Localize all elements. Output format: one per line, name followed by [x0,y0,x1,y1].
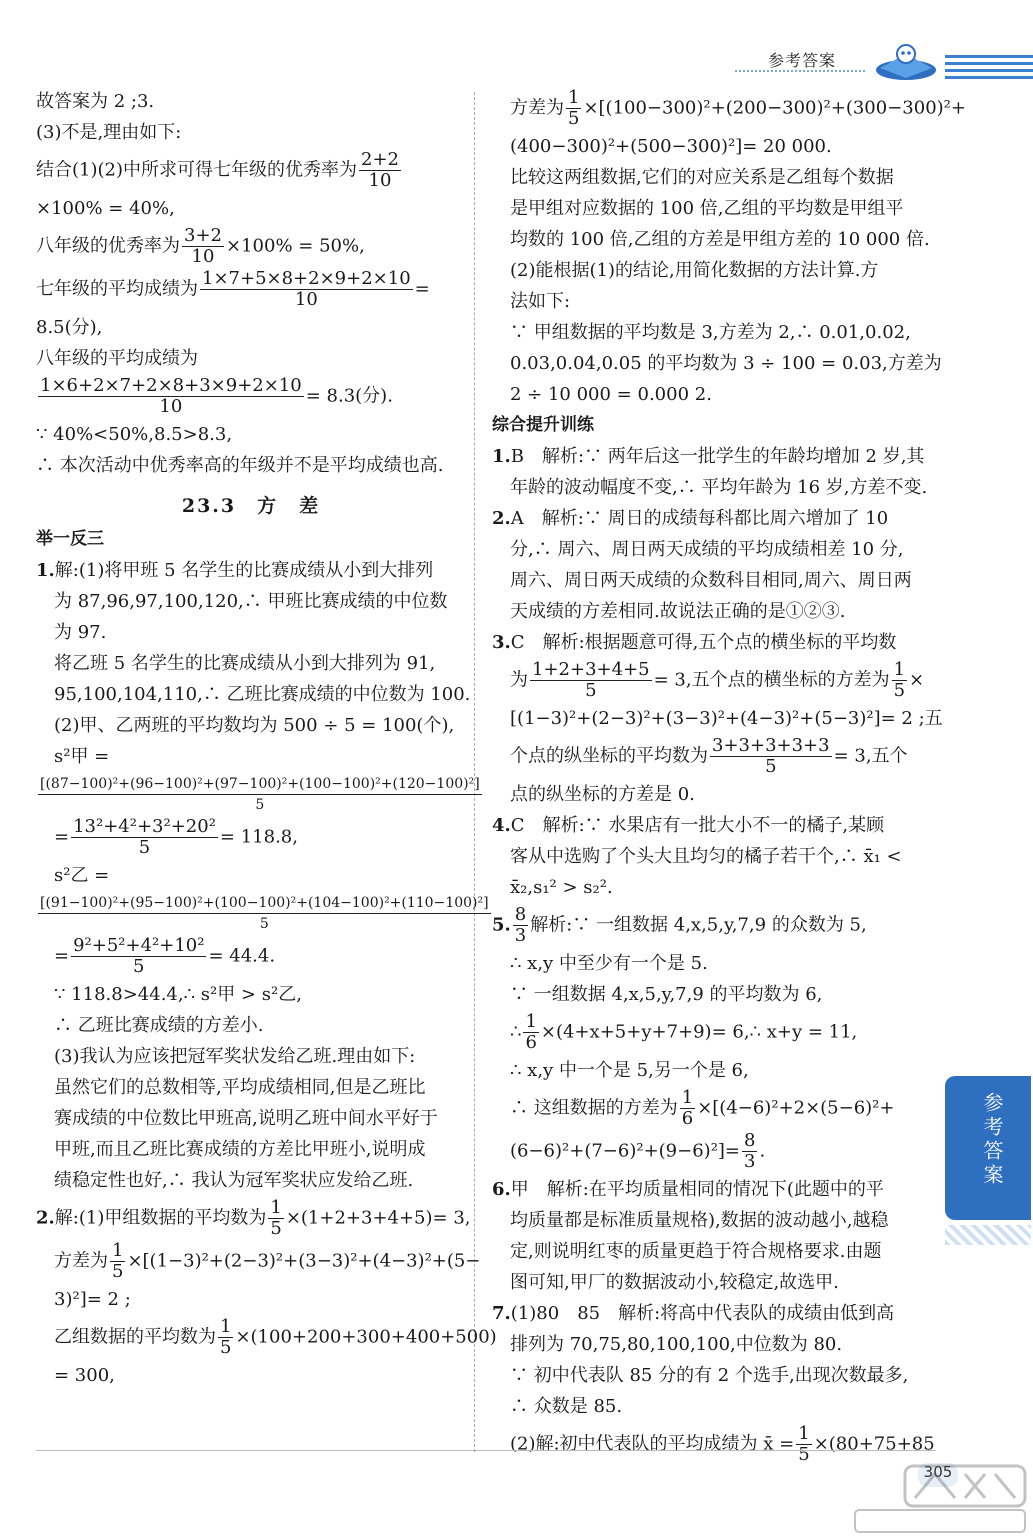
text-span: = [54,945,70,967]
numerator: 2+2 [361,149,399,170]
text-line [36,1197,471,1239]
text-line: 图可知,甲厂的数据波动小,较稳定,故选甲. [510,1272,839,1293]
denominator: 5 [138,837,151,858]
text-span: = 118.8, [219,826,298,848]
fraction [513,905,528,946]
question-number: 4. [492,815,511,836]
header-dotted-rule [735,70,865,72]
numerator: 1 [568,87,580,108]
text-line: (2)甲、乙两班的平均数均为 500 ÷ 5 = 100(个), [54,715,455,736]
text-line: 为 87,96,97,100,120,∴ 甲班比赛成绩的中位数 [54,591,448,612]
text-line [36,774,480,815]
header-title: 参考答案 [768,51,837,70]
text-line [36,1316,497,1358]
text-line: x̄₂,s₁² > s₂². [510,877,613,898]
denominator: 5 [255,797,265,813]
text-line: ∴ x,y 中一个是 5,另一个是 6, [510,1060,749,1081]
text-line [36,150,466,191]
text-line: 均数的 100 倍,乙组的方差是甲组方差的 10 000 倍. [510,229,930,250]
text-span: ×(100+200+300+400+500) [235,1326,497,1348]
text-span: ∴ 这组数据的方差为 [510,1097,678,1119]
denominator: 5 [568,108,580,129]
text-line [492,1174,932,1205]
numerator: 1 [681,1087,694,1108]
text-line: 95,100,104,110,∴ 乙班比赛成绩的中位数为 100. [54,684,471,705]
text-line: 将乙班 5 名学生的比赛成绩从小到大排列为 91, [54,653,436,674]
text-span: 方差为 [510,97,564,119]
fraction [359,150,401,191]
side-tab [945,1076,1031,1220]
text-span: C 解析:∵ 水果店有一批大小不一的橘子,某顾 [510,815,885,836]
text-line [36,1240,481,1282]
text-span: ×100% = 50%, [226,235,365,257]
fraction [710,736,832,777]
text-span: = 3,五个 [833,745,908,767]
denominator: 5 [220,1337,232,1358]
text-line [492,810,932,841]
text-line: (2)能根据(1)的结论,用简化数据的方法计算.方 [510,260,879,281]
text-line: 天成绩的方差相同.故说法正确的是①②③. [510,601,846,622]
fraction [38,893,491,934]
text-line: (3)我认为应该把冠军奖状发给乙班.理由如下: [54,1046,416,1067]
text-line: ∵ 一组数据 4,x,5,y,7,9 的平均数为 6, [510,984,823,1005]
denominator: 3 [514,925,527,946]
text-line: 是甲组对应数据的 100 倍,乙组的平均数是甲组平 [510,198,904,219]
question-number: 1. [492,446,511,467]
text-line: 客从中选购了个头大且均匀的橘子若干个,∴ x̄₁ < [510,846,902,867]
text-line: s²甲 = [54,746,110,767]
left-column [36,86,497,1391]
numerator: 1 [893,659,906,680]
text-line: s²乙 = [54,865,110,886]
numerator: 3+2 [184,225,222,246]
text-span: ×(4+x+5+y+7+9)= 6,∴ x+y = 11, [540,1021,858,1043]
text-line: ∵ 40%<50%,8.5>8.3, [36,424,233,445]
fraction [530,660,652,701]
text-line: 分,∴ 周六、周日两天成绩的平均成绩相差 10 分, [510,539,904,560]
text-line [492,905,932,946]
numerator: 3+3+3+3+3 [712,735,830,756]
fraction [566,88,581,129]
text-span: ×[(100−300)²+(200−300)²+(300−300)²+ [583,97,966,119]
subsection-title: 举一反三 [36,529,104,549]
fraction [38,376,304,417]
denominator: 5 [270,1218,282,1239]
text-line: (400−300)²+(500−300)²]= 20 000. [510,136,832,157]
footer-rule [36,1450,936,1451]
side-tab-label: 参考答案 [980,1092,1004,1188]
text-line [492,1088,932,1129]
text-line: 点的纵坐标的方差是 0. [510,784,695,805]
denominator: 10 [191,246,215,267]
numerator: 1×6+2×7+2×8+3×9+2×10 [40,375,302,396]
text-line [36,226,466,267]
text-line [492,87,966,129]
side-tab-stripes [945,1225,1031,1245]
text-span: (1)80 85 解析:将高中代表队的成绩由低到高 [510,1303,895,1324]
text-line: 周六、周日两天成绩的众数科目相同,周六、周日两 [510,570,912,591]
text-line [492,1298,932,1329]
text-line: ∴ 本次活动中优秀率高的年级并不是平均成绩也高. [36,455,444,476]
text-line [36,936,466,977]
text-line [492,441,932,472]
section-title: 23.3 方 差 [181,495,321,517]
text-span: = [54,826,70,848]
text-line: ×100% = 40%, [36,198,175,219]
fraction [892,660,907,701]
text-line [36,893,489,934]
text-line: 8.5(分), [36,317,103,338]
text-line: 比较这两组数据,它们的对应关系是乙组每个数据 [510,167,894,188]
subsection-title: 综合提升训练 [492,415,594,435]
denominator: 5 [259,916,269,932]
text-line: 赛成绩的中位数比甲班高,说明乙班中间水平好于 [54,1108,438,1129]
text-line: (3)不是,理由如下: [36,122,182,143]
denominator: 10 [159,396,183,417]
question-number: 5. [492,914,511,936]
denominator: 5 [133,956,145,977]
numerator: [(91−100)²+(95−100)²+(100−100)²+(104−100)²+(110−100)²] [38,893,491,914]
text-line: 年龄的波动幅度不变,∴ 平均年龄为 16 岁,方差不变. [510,477,928,498]
numerator: 1 [798,1423,810,1444]
numerator: 9²+5²+4²+10² [73,935,205,956]
text-line: 八年级的平均成绩为 [36,348,198,369]
fraction [38,774,482,815]
denominator: 10 [294,289,318,310]
text-line: ∵ 118.8>44.4,∴ s²甲 > s²乙, [54,984,302,1005]
text-line: 均质量都是标准质量规格),数据的波动越小,越稳 [510,1210,889,1231]
text-span: 八年级的优秀率为 [36,235,180,257]
page-header [0,0,1033,95]
text-line: 甲班,而且乙班比赛成绩的方差比甲班小,说明成 [54,1139,426,1160]
text-line: 故答案为 2 ;3. [36,91,155,112]
numerator: 1+2+3+4+5 [532,659,650,680]
text-span: = 44.4. [208,945,276,967]
text-span: ×[(4−6)²+2×(5−6)²+ [697,1097,895,1119]
denominator: 5 [798,1444,810,1465]
text-span: . [759,1140,766,1162]
question-number: 6. [492,1179,511,1200]
text-line: = 300, [54,1365,115,1386]
text-span: C 解析:根据题意可得,五个点的横坐标的平均数 [510,632,897,653]
numerator: [(87−100)²+(96−100)²+(97−100)²+(100−100)²+(120−100)²] [38,774,482,795]
denominator: 10 [368,170,392,191]
text-line: 为 97. [54,622,107,643]
header-stripes [945,55,1033,83]
text-line [492,1012,932,1053]
text-span: 甲 解析:在平均质量相同的情况下(此题中的平 [510,1179,884,1200]
fraction [268,1198,283,1239]
text-span: 解析:∵ 一组数据 4,x,5,y,7,9 的众数为 5, [530,914,867,936]
text-span: = 8.3(分). [305,385,393,407]
text-span: = 3,五个点的横坐标的方差为 [653,669,890,691]
text-span: 七年级的平均成绩为 [36,278,198,300]
text-line: 法如下: [510,291,571,312]
question-number: 7. [492,1303,511,1324]
numerator: 1 [112,1240,124,1261]
numerator: 8 [514,904,527,925]
text-span: 乙组数据的平均数为 [54,1326,216,1348]
text-span: A 解析:∵ 周日的成绩每科都比周六增加了 10 [510,508,889,529]
text-span: ×(80+75+85 [813,1433,935,1455]
fraction [680,1088,695,1129]
text-span: 解:(1)将甲班 5 名学生的比赛成绩从小到大排列 [54,560,434,581]
text-line: ∵ 初中代表队 85 分的有 2 个选手,出现次数最多, [510,1365,909,1386]
text-line [492,660,932,701]
denominator: 6 [681,1108,694,1129]
text-line: ∵ 甲组数据的平均数是 3,方差为 2,∴ 0.01,0.02, [510,322,911,343]
watermark-logo [835,1458,1030,1536]
text-line: [(1−3)²+(2−3)²+(3−3)²+(4−3)²+(5−3)²]= 2 ;五 [510,708,943,729]
text-line [492,1131,932,1172]
text-line: ∴ 众数是 85. [510,1396,623,1417]
question-number: 2. [492,508,511,529]
text-span: 个点的纵坐标的平均数为 [510,745,708,767]
text-span: ×[(1−3)²+(2−3)²+(3−3)²+(4−3)²+(5− [127,1250,481,1272]
fraction [742,1131,757,1172]
denominator: 6 [525,1032,537,1053]
right-column [492,86,966,1467]
text-line [36,817,466,858]
text-line [492,503,932,534]
text-line: ∴ 乙班比赛成绩的方差小. [54,1015,264,1036]
denominator: 5 [893,680,906,701]
text-line: 3)²]= 2 ; [54,1289,131,1310]
text-line: 定,则说明红枣的质量更趋于符合规格要求.由题 [510,1241,882,1262]
fraction [110,1241,125,1282]
denominator: 5 [765,756,777,777]
text-line [36,269,466,310]
numerator: 1 [525,1011,537,1032]
fraction [200,269,413,310]
text-line: 2 ÷ 10 000 = 0.000 2. [510,384,712,405]
denominator: 5 [585,680,597,701]
fraction [218,1317,233,1358]
denominator: 3 [744,1151,756,1172]
text-line: 排列为 70,75,80,100,100,中位数为 80. [510,1334,843,1355]
fraction [71,936,206,977]
text-span: B 解析:∵ 两年后这一批学生的年龄均增加 2 岁,其 [510,446,925,467]
question-number: 2. [36,1207,55,1229]
text-span: 结合(1)(2)中所求可得七年级的优秀率为 [36,159,357,181]
denominator: 5 [112,1261,124,1282]
text-span: ×(1+2+3+4+5)= 3, [285,1207,471,1229]
text-line: 0.03,0.04,0.05 的平均数为 3 ÷ 100 = 0.03,方差为 [510,353,942,374]
text-span: 方差为 [54,1250,108,1272]
page-number: 305 [918,1463,958,1487]
text-span: (2)解:初中代表队的平均成绩为 x̄ = [510,1433,795,1455]
text-line [36,555,466,586]
numerator: 1 [220,1316,232,1337]
text-span: 为 [510,669,528,691]
numerator: 1×7+5×8+2×9+2×10 [202,268,411,289]
numerator: 1 [270,1197,282,1218]
fraction [182,226,224,267]
text-line: 虽然它们的总数相等,平均成绩相同,但是乙班比 [54,1077,426,1098]
question-number: 3. [492,632,511,653]
text-line [492,627,932,658]
fraction [796,1424,811,1465]
fraction [523,1012,538,1053]
text-span: (6−6)²+(7−6)²+(9−6)²]= [510,1140,741,1162]
text-span: × [909,669,925,691]
numerator: 13²+4²+3²+20² [73,816,216,837]
numerator: 8 [744,1130,756,1151]
text-span: = [414,278,430,300]
question-number: 1. [36,560,55,581]
text-span: ∴ [510,1021,522,1043]
text-line: 绩稳定性也好,∴ 我认为冠军奖状应发给乙班. [54,1170,414,1191]
text-line [492,736,932,777]
text-line [36,376,466,417]
fraction [71,817,218,858]
text-line: ∴ x,y 中至少有一个是 5. [510,953,708,974]
text-span: 解:(1)甲组数据的平均数为 [54,1207,267,1229]
book-logo-icon [870,40,942,84]
